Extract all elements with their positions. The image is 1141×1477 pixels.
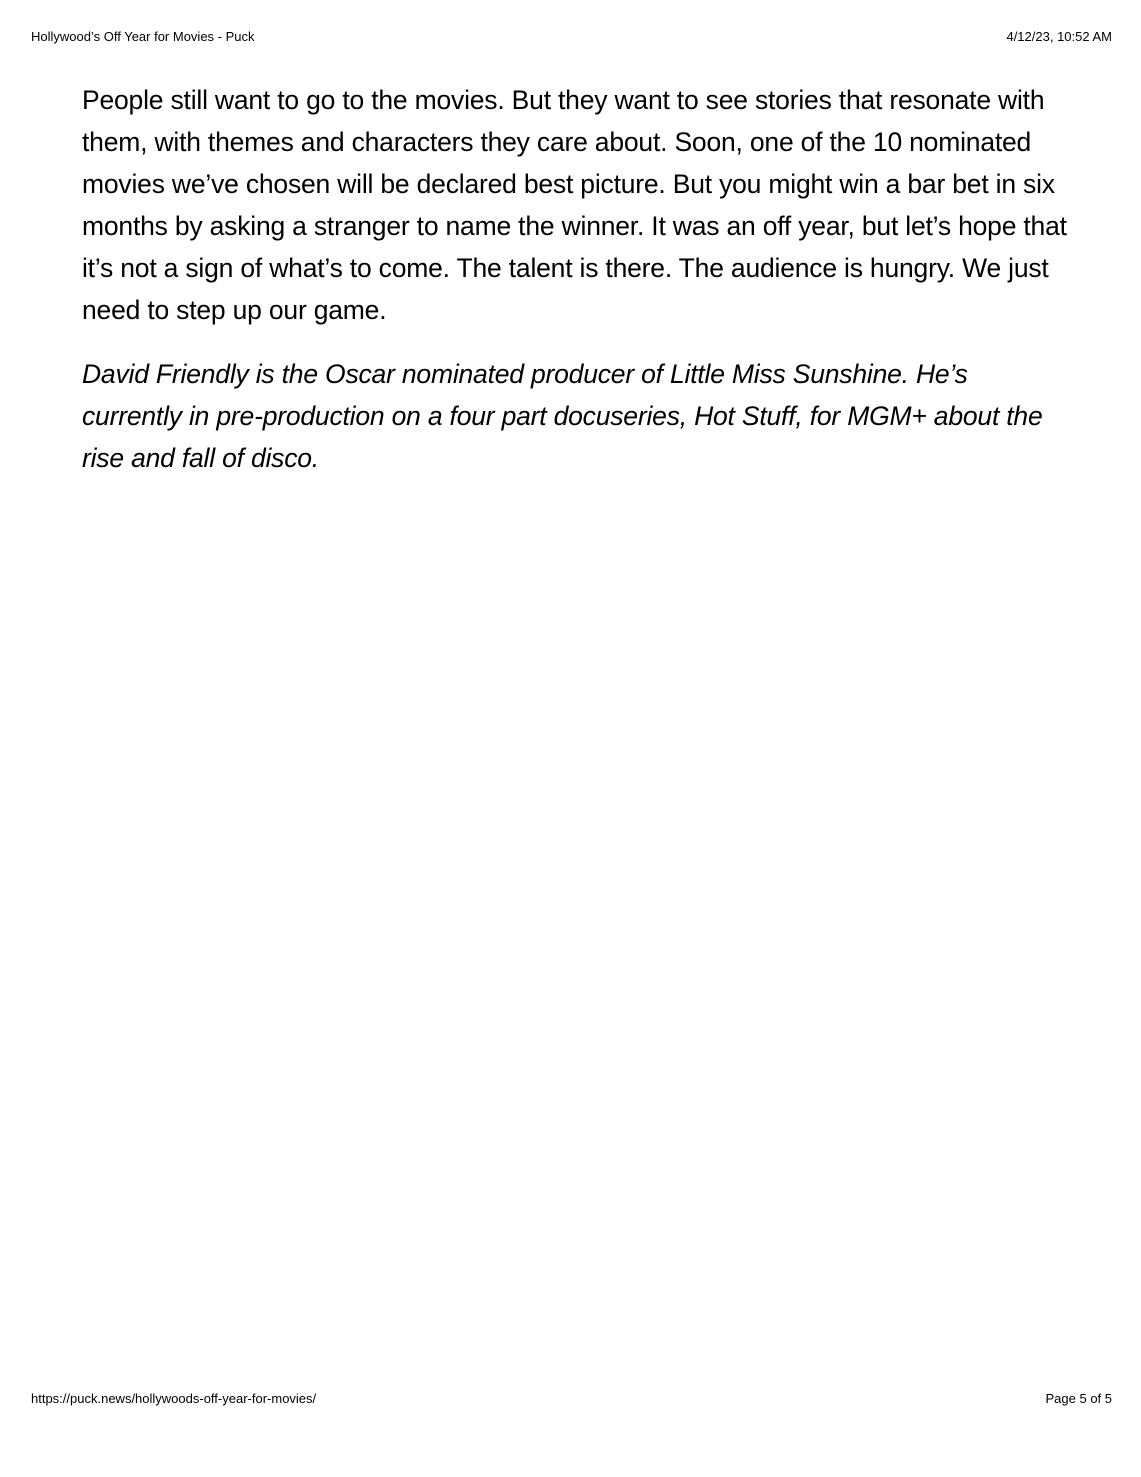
print-datetime: 4/12/23, 10:52 AM [1006,29,1112,44]
article-content [82,79,1072,479]
article-paragraph: People still want to go to the movies. But they want to see stories that resonate with them, with themes and characters they care about. Soon, one of the 10 nominated movies we’ve chosen will be declared best picture. But you might win a bar bet in six months by asking a stranger to name the winner. It was an off year, but let’s hope that it’s not a sign of what’s to come. The talent is there. The audience is hungry. We just need to step up our game. [82,85,1067,325]
print-footer [31,1391,1112,1407]
page-title: Hollywood’s Off Year for Movies - Puck [31,29,255,44]
author-bio: David Friendly is the Oscar nominated producer of Little Miss Sunshine. He’s currently in pre-production on a four part docuseries, Hot Stuff, for MGM+ about the rise and fall of disco. [82,359,1043,473]
page-number: Page 5 of 5 [1045,1391,1112,1406]
print-header [31,29,1112,45]
page-url[interactable]: https://puck.news/hollywoods-off-year-for-movies/ [31,1391,317,1406]
